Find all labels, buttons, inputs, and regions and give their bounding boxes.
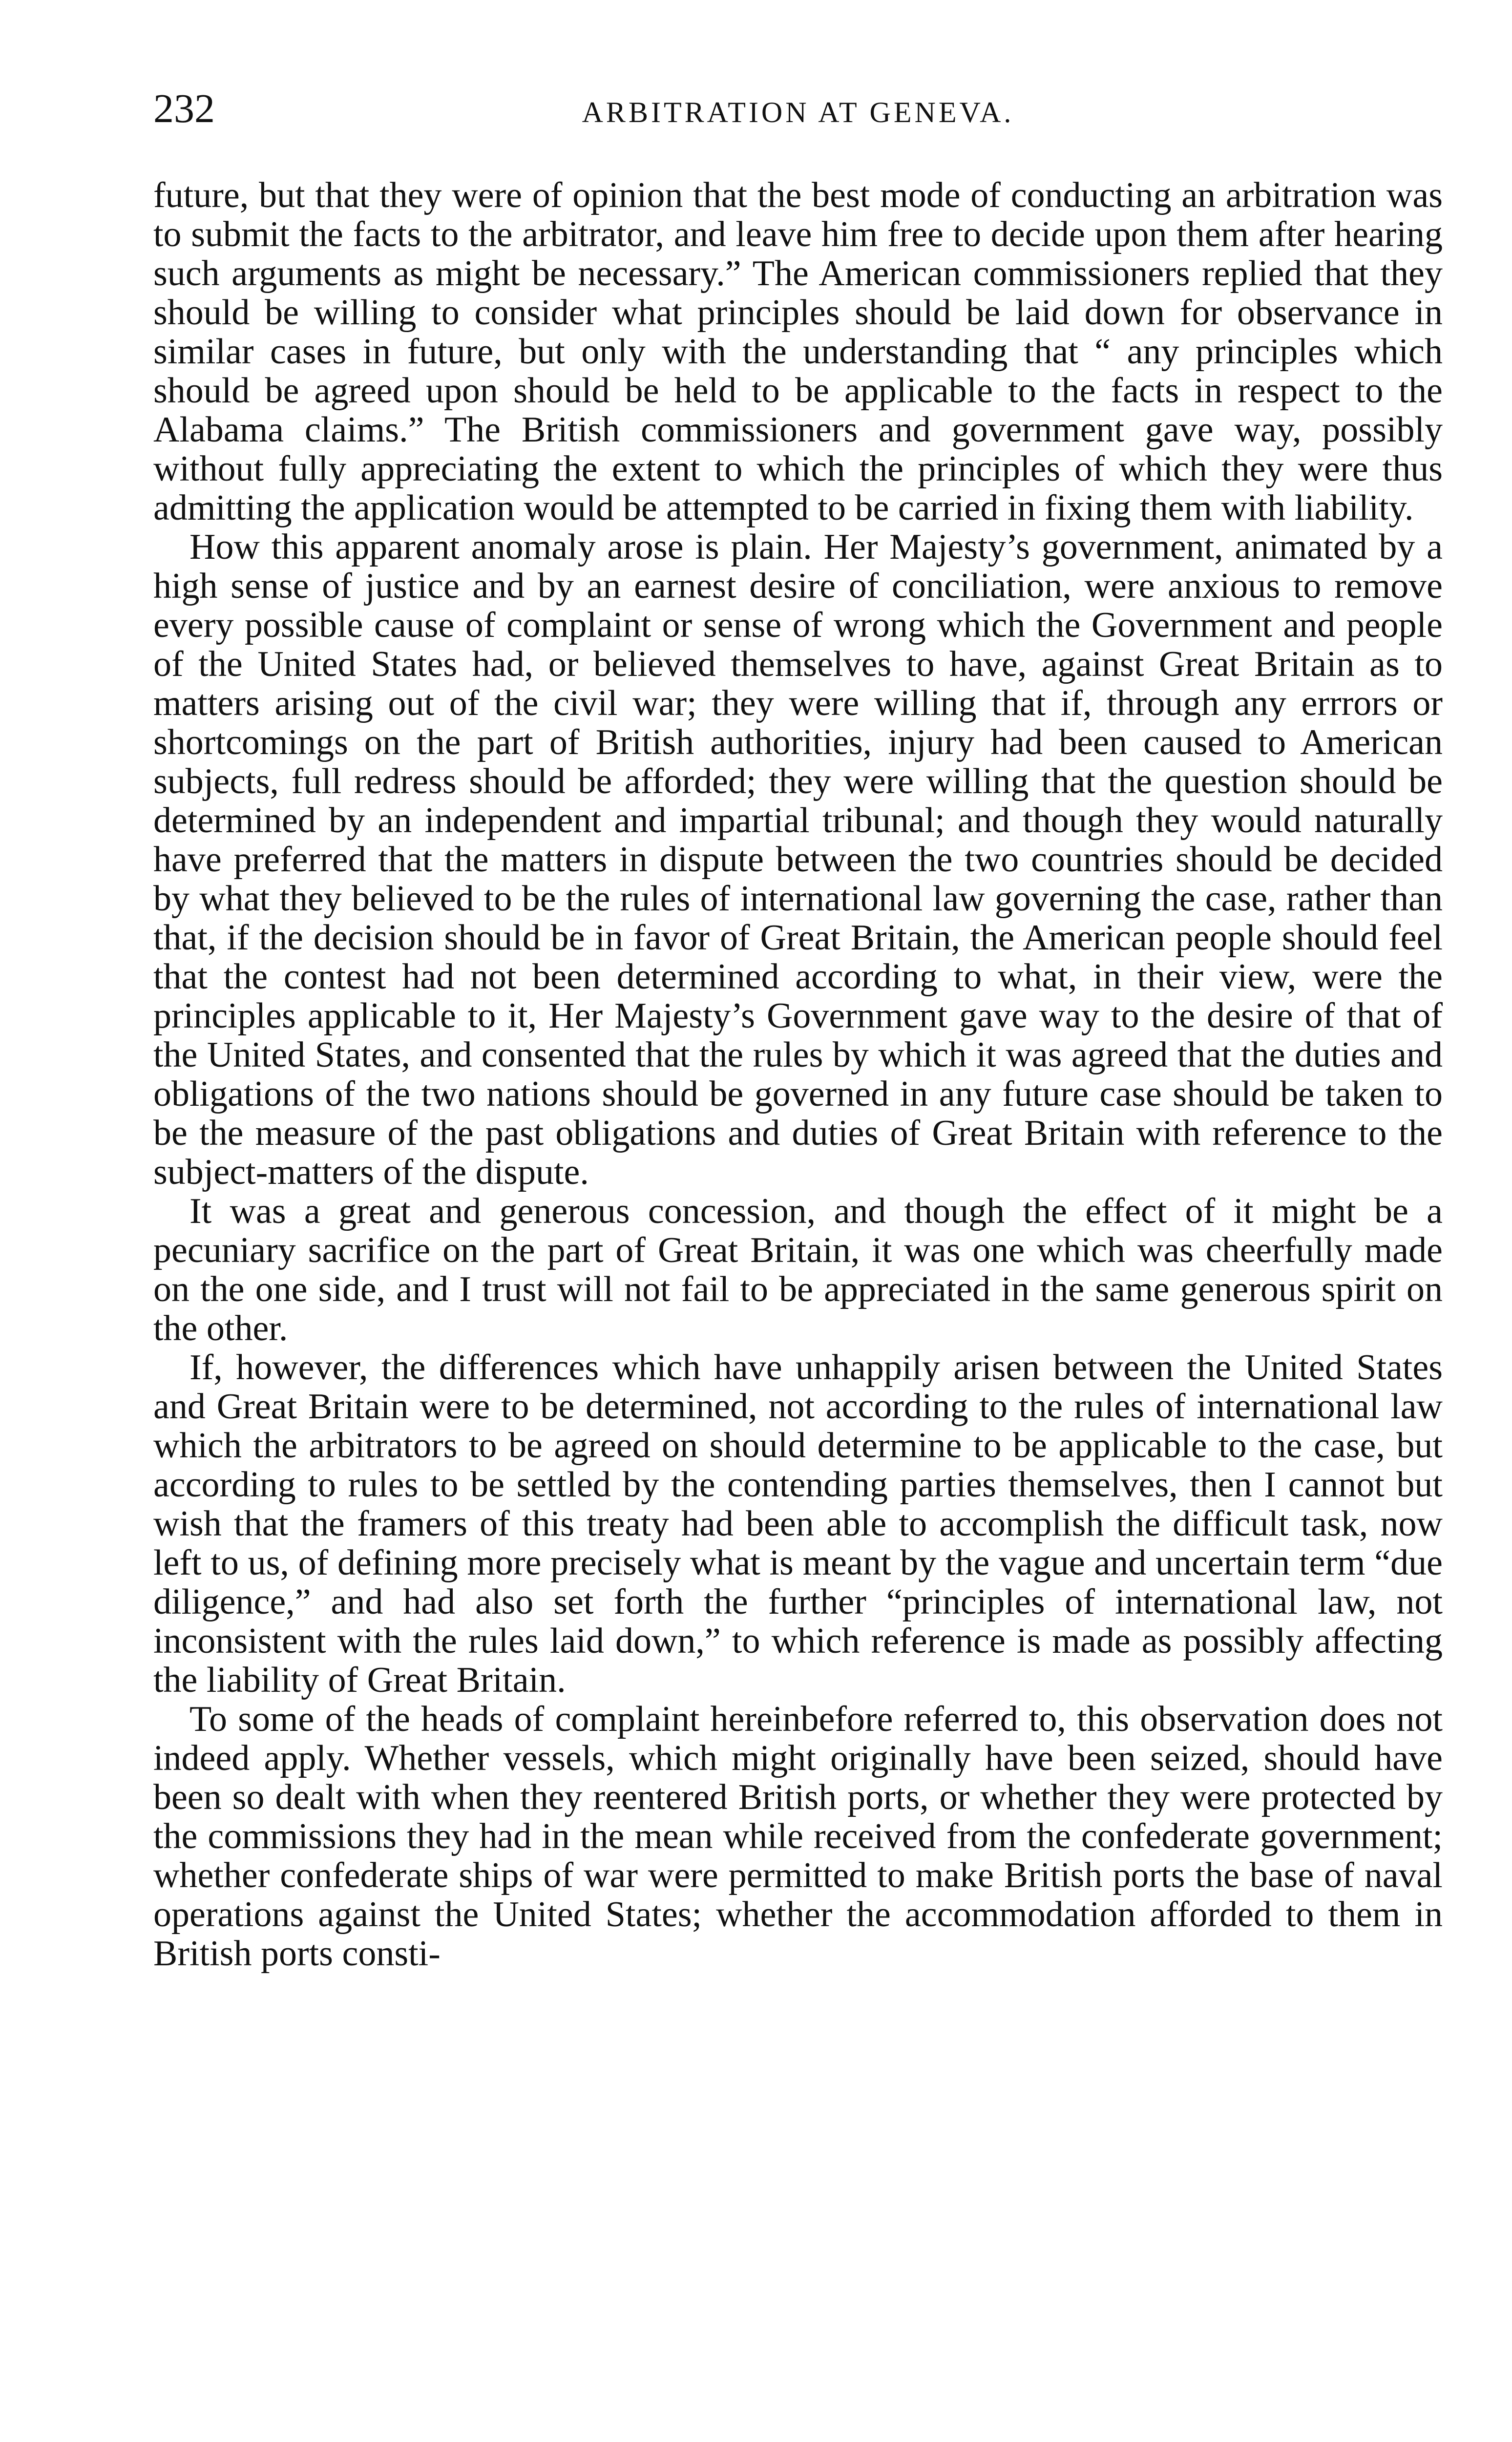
body-text — [153, 176, 1443, 2403]
paragraph-differences: If, however, the differences which have unhappily arisen between the United States and Great Britain were to be determined, not according to the rules of international law which the arbitrators to be agreed on should determine to be applicable to the case, but according to rules to be settled by the contending parties themselves, then I cannot but wish that the framers of this treaty had been able to accomplish the difficult task, now left to us, of defining more precisely what is meant by the vague and uncertain term “due diligence,” and had also set forth the further “principles of international law, not inconsistent with the rules laid down,” to which reference is made as possibly affecting the liability of Great Britain. — [153, 1347, 1443, 1700]
page-number: 232 — [153, 86, 215, 131]
paragraph-heads-of-complaint: To some of the heads of complaint hereinbefore referred to, this observation does not indeed apply. Whether vessels, which might originally have been seized, should have been so dealt with when they reentered British ports, or whether they were protected by the commissions they had in the mean while received from the confederate government; whether confederate ships of war were permitted to make British ports the base of naval operations against the United States; whether the accommodation afforded to them in British ports consti- — [153, 1699, 1443, 1974]
paragraph-continuation: future, but that they were of opinion that the best mode of conducting an arbitration was to submit the facts to the arbitrator, and leave him free to decide upon them after hearing such arguments as might be necessary.” The American commissioners replied that they should be willing to consider what principles should be laid down for observance in similar cases in future, but only with the understanding that “ any principles which should be agreed upon should be held to be applicable to the facts in respect to the Alabama claims.” The British commissioners and government gave way, possibly without fully appreciating the extent to which the principles of which they were thus admitting the application would be attempted to be carried in fixing them with liability. — [153, 175, 1443, 528]
running-title: ARBITRATION AT GENEVA. — [582, 96, 1014, 128]
paragraph-anomaly: How this apparent anomaly arose is plain. Her Majesty’s government, animated by a high sense of justice and by an earnest desire of conciliation, were anxious to remove every possible cause of complaint or sense of wrong which the Government and people of the United States had, or believed themselves to have, against Great Britain as to matters arising out of the civil war; they were willing that if, through any errrors or shortcomings on the part of British authorities, injury had been caused to American subjects, full redress should be afforded; they were willing that the question should be determined by an independent and impartial tribunal; and though they would naturally have preferred that the matters in dispute between the two countries should be decided by what they believed to be the rules of international law governing the case, rather than that, if the decision should be in favor of Great Britain, the American people should feel that the contest had not been determined according to what, in their view, were the principles applicable to it, Her Majesty’s Government gave way to the desire of that of the United States, and consented that the rules by which it was agreed that the duties and obligations of the two nations should be governed in any future case should be taken to be the measure of the past obligations and duties of Great Britain with reference to the subject-matters of the dispute. — [153, 527, 1443, 1192]
running-head — [153, 82, 1443, 141]
paragraph-concession: It was a great and generous concession, and though the effect of it might be a pecuniary sacrifice on the part of Great Britain, it was one which was cheerfully made on the one side, and I trust will not fail to be appreciated in the same generous spirit on the other. — [153, 1191, 1443, 1348]
